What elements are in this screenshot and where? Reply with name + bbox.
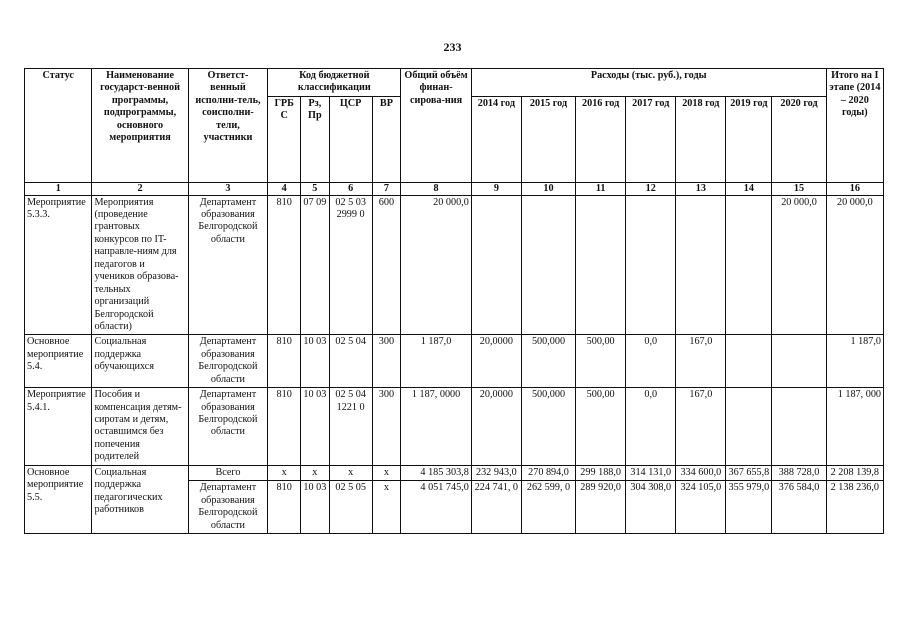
header-year-2020: 2020 год [772,96,826,182]
column-number: 12 [626,182,676,195]
header-rzpr: Рз, Пр [301,96,330,182]
row-csr: 02 5 05 [329,481,372,534]
row-grbs: 810 [268,335,301,388]
row-total: 4 051 745,0 [401,481,472,534]
row-rzpr: 07 09 [301,195,330,335]
row-status: Мероприятие 5.3.3. [25,195,92,335]
row-year-2015: 270 894,0 [521,465,575,480]
row-grbs: 810 [268,388,301,466]
row-year-2017: 0,0 [626,388,676,466]
row-total: 1 187, 0000 [401,388,472,466]
header-responsible: Ответст-венный исполни-тель, соисполни-тели, участники [188,69,268,183]
row-year-2020 [772,335,826,388]
row-year-2016 [576,195,626,335]
row-year-2017 [626,195,676,335]
header-total-volume: Общий объём финан-сирова-ния [401,69,472,183]
row-name: Социальная поддержка педагогических работников [92,465,188,533]
row-year-2017: 304 308,0 [626,481,676,534]
row-responsible: Департамент образования Белгородской области [188,481,268,534]
row-year-2015 [521,195,575,335]
row-year-2017: 314 131,0 [626,465,676,480]
row-year-2020: 376 584,0 [772,481,826,534]
row-year-2018: 167,0 [676,388,726,466]
row-vr: 300 [372,335,401,388]
header-row-1 [25,69,884,97]
row-year-2018: 167,0 [676,335,726,388]
row-year-2020: 388 728,0 [772,465,826,480]
header-year-2015: 2015 год [521,96,575,182]
row-grbs: 810 [268,481,301,534]
row-year-2016: 299 188,0 [576,465,626,480]
column-number: 6 [329,182,372,195]
column-number: 4 [268,182,301,195]
table-row [25,388,884,466]
header-year-2019: 2019 год [726,96,772,182]
row-year-2015: 500,000 [521,335,575,388]
row-year-2016: 500,00 [576,335,626,388]
row-csr: 02 5 04 1221 0 [329,388,372,466]
column-number: 8 [401,182,472,195]
row-total: 4 185 303,8 [401,465,472,480]
row-responsible: Департамент образования Белгородской области [188,388,268,466]
row-year-2019 [726,335,772,388]
row-rzpr: 10 03 [301,335,330,388]
column-number: 10 [521,182,575,195]
row-year-2015: 500,000 [521,388,575,466]
column-number: 2 [92,182,188,195]
row-name: Социальная поддержка обучающихся [92,335,188,388]
budget-table [24,68,884,534]
header-year-2018: 2018 год [676,96,726,182]
table-row [25,195,884,335]
column-number: 14 [726,182,772,195]
row-year-2019 [726,195,772,335]
row-year-2019: 355 979,0 [726,481,772,534]
row-year-2014: 20,0000 [471,335,521,388]
row-year-2019 [726,388,772,466]
row-rzpr: x [301,465,330,480]
row-vr: x [372,481,401,534]
row-status: Мероприятие 5.4.1. [25,388,92,466]
row-itogo: 1 187,0 [826,335,883,388]
row-responsible: Всего [188,465,268,480]
row-year-2016: 500,00 [576,388,626,466]
row-name: Мероприятия (проведение грантовых конкурсов по IT-направле-ниям для педагогов и учеников образова-тельных организаций Белгородской области) [92,195,188,335]
column-number: 11 [576,182,626,195]
row-itogo: 20 000,0 [826,195,883,335]
column-number: 1 [25,182,92,195]
row-rzpr: 10 03 [301,388,330,466]
row-name: Пособия и компенсация детям-сиротам и детям, оставшимся без попечения родителей [92,388,188,466]
row-itogo: 2 138 236,0 [826,481,883,534]
header-vr: ВР [372,96,401,182]
row-itogo: 2 208 139,8 [826,465,883,480]
header-year-2017: 2017 год [626,96,676,182]
column-number: 9 [471,182,521,195]
row-year-2015: 262 599, 0 [521,481,575,534]
column-number: 3 [188,182,268,195]
row-csr: x [329,465,372,480]
table-row [25,335,884,388]
row-csr: 02 5 03 2999 0 [329,195,372,335]
row-year-2020: 20 000,0 [772,195,826,335]
header-itogo: Итого на I этапе (2014 – 2020 годы) [826,69,883,183]
row-year-2018 [676,195,726,335]
header-year-2016: 2016 год [576,96,626,182]
table-row [25,465,884,480]
row-rzpr: 10 03 [301,481,330,534]
row-vr: 300 [372,388,401,466]
column-number: 16 [826,182,883,195]
row-year-2020 [772,388,826,466]
row-responsible: Департамент образования Белгородской области [188,195,268,335]
header-status: Статус [25,69,92,183]
header-year-2014: 2014 год [471,96,521,182]
column-number: 5 [301,182,330,195]
row-year-2018: 324 105,0 [676,481,726,534]
row-vr: 600 [372,195,401,335]
row-csr: 02 5 04 [329,335,372,388]
row-grbs: 810 [268,195,301,335]
row-responsible: Департамент образования Белгородской области [188,335,268,388]
header-budget-code: Код бюджетной классификации [268,69,401,97]
row-status: Основное мероприятие 5.4. [25,335,92,388]
row-year-2014: 224 741, 0 [471,481,521,534]
row-year-2016: 289 920,0 [576,481,626,534]
column-number: 13 [676,182,726,195]
header-csr: ЦСР [329,96,372,182]
row-year-2017: 0,0 [626,335,676,388]
row-grbs: x [268,465,301,480]
row-total: 1 187,0 [401,335,472,388]
page-number: 233 [443,40,462,54]
row-year-2018: 334 600,0 [676,465,726,480]
column-number: 7 [372,182,401,195]
row-total: 20 000,0 [401,195,472,335]
row-year-2019: 367 655,8 [726,465,772,480]
row-year-2014: 232 943,0 [471,465,521,480]
header-name: Наименование государст-венной программы, подпрограммы, основного мероприятия [92,69,188,183]
row-year-2014: 20,0000 [471,388,521,466]
column-number: 15 [772,182,826,195]
row-vr: x [372,465,401,480]
row-year-2014 [471,195,521,335]
row-status: Основное мероприятие 5.5. [25,465,92,533]
row-itogo: 1 187, 000 [826,388,883,466]
header-expenses: Расходы (тыс. руб.), годы [471,69,826,97]
header-grbs: ГРБ С [268,96,301,182]
column-numbers-row [25,182,884,195]
